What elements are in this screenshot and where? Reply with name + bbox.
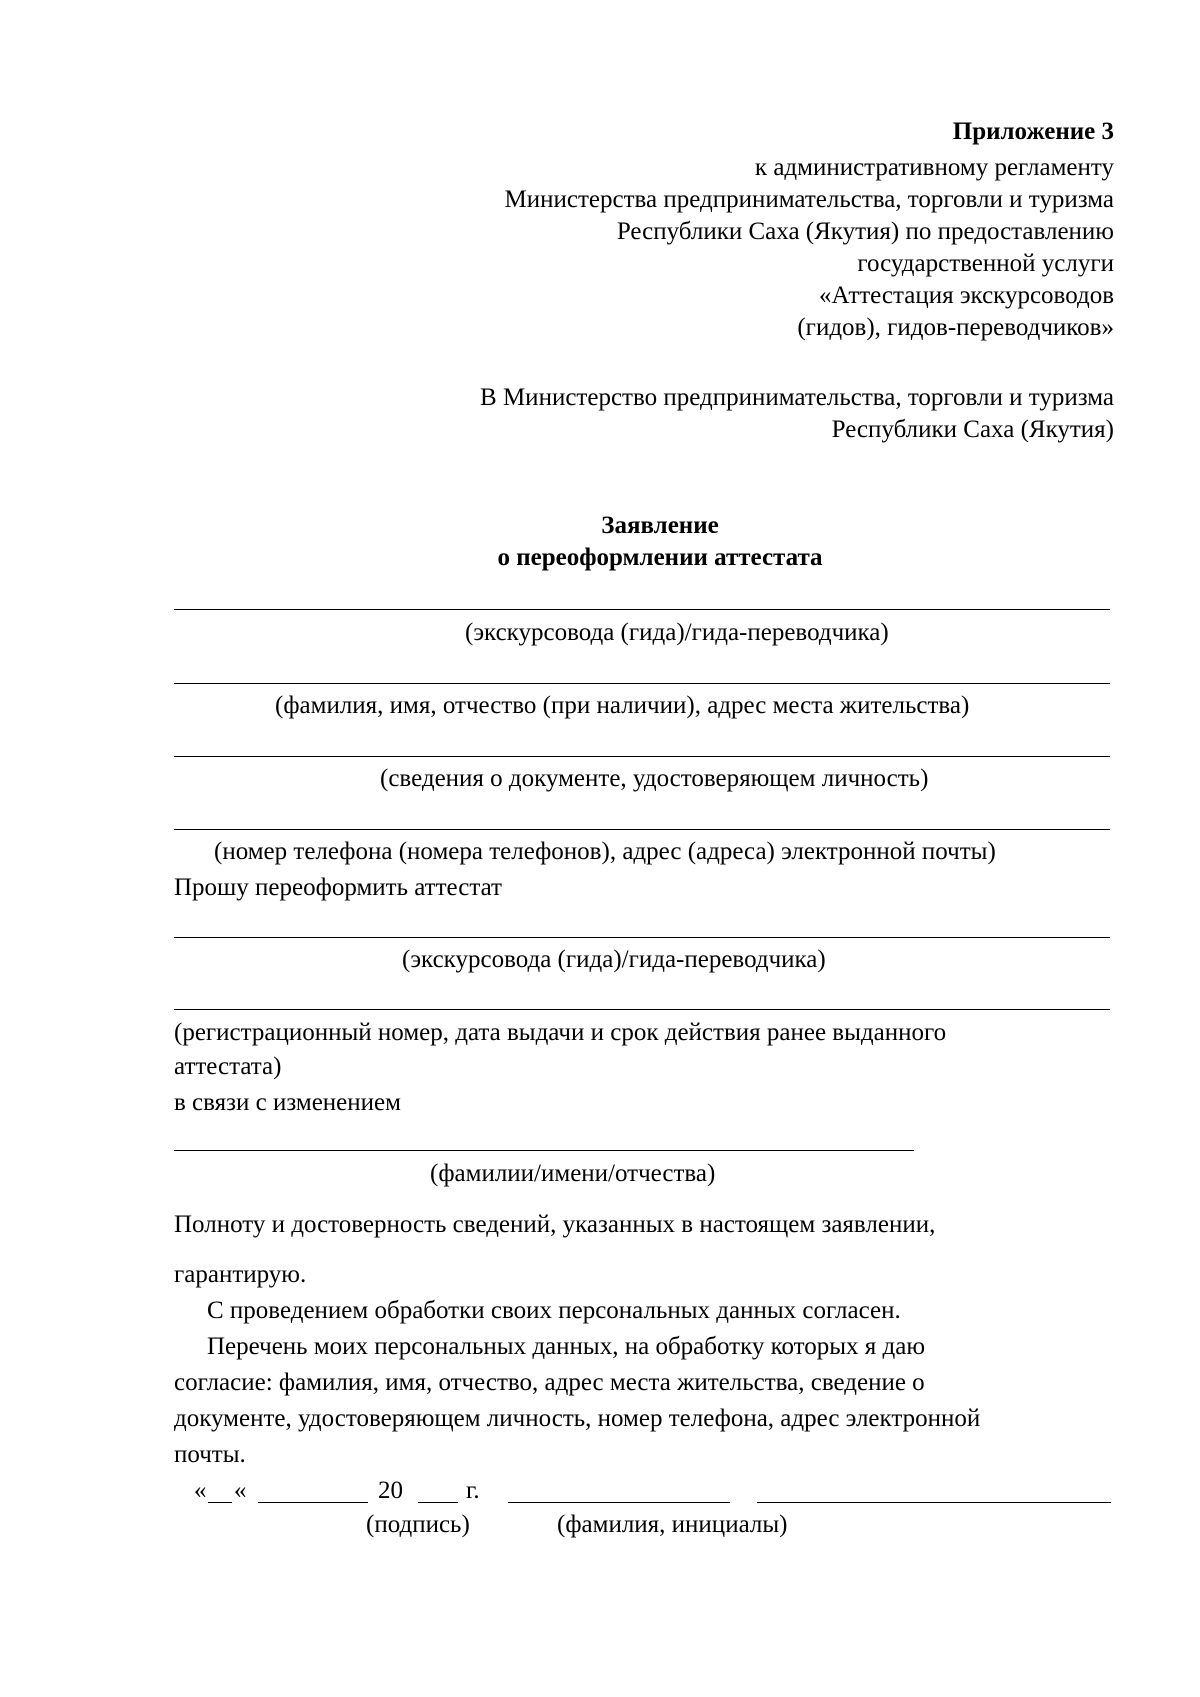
header-line-3: Республики Саха (Якутия) по предоставлению xyxy=(616,218,1114,245)
consent-statement: С проведением обработки своих персональных данных согласен. xyxy=(207,1297,901,1324)
caption-certificate-cont: аттестата) xyxy=(174,1053,282,1080)
caption-signature: (подпись) xyxy=(366,1511,470,1538)
signature-field[interactable] xyxy=(508,1502,730,1503)
header-line-2: Министерства предпринимательства, торговли и туризма xyxy=(504,186,1114,213)
date-year-field[interactable] xyxy=(418,1502,458,1503)
field-role-2-line[interactable] xyxy=(174,937,1110,938)
full-name-field[interactable] xyxy=(757,1502,1111,1503)
header-line-1: к административному регламенту xyxy=(754,154,1114,181)
guarantee-line-2: гарантирую. xyxy=(174,1261,307,1288)
title-line-1: Заявление xyxy=(601,512,719,539)
caption-certificate: (регистрационный номер, дата выдачи и срок действия ранее выданного xyxy=(174,1019,947,1046)
date-open-quote: « xyxy=(194,1477,207,1504)
appendix-header xyxy=(354,116,1114,344)
field-contacts-line[interactable] xyxy=(174,829,1110,830)
date-close-quote: « xyxy=(234,1477,247,1504)
caption-full-name: (фамилия, инициалы) xyxy=(557,1511,788,1538)
date-day-field[interactable] xyxy=(208,1502,232,1503)
addressee-line-2: Республики Саха (Якутия) xyxy=(831,416,1114,443)
data-list-line-4: почты. xyxy=(174,1441,246,1468)
header-line-6: (гидов), гидов-переводчиков» xyxy=(797,314,1114,341)
caption-name-address: (фамилия, имя, отчество (при наличии), адрес места жительства) xyxy=(275,692,970,719)
caption-change: (фамилии/имени/отчества) xyxy=(430,1160,716,1187)
date-year-prefix: 20 xyxy=(378,1477,403,1504)
caption-role: (экскурсовода (гида)/гида-переводчика) xyxy=(465,619,889,646)
field-id-document-line[interactable] xyxy=(174,756,1110,757)
field-role-line[interactable] xyxy=(174,609,1110,610)
addressee-line-1: В Министерство предпринимательства, торговли и туризма xyxy=(480,384,1114,411)
field-certificate-line[interactable] xyxy=(174,1009,1110,1010)
caption-contacts: (номер телефона (номера телефонов), адрес (адреса) электронной почты) xyxy=(214,838,996,865)
appendix-title: Приложение 3 xyxy=(952,118,1114,145)
document-title xyxy=(0,510,1200,574)
field-change-line[interactable] xyxy=(174,1150,914,1151)
header-line-4: государственной услуги xyxy=(857,250,1114,277)
date-month-field[interactable] xyxy=(258,1502,368,1503)
data-list-line-2: согласие: фамилия, имя, отчество, адрес места жительства, сведение о xyxy=(174,1369,925,1396)
data-list-line-3: документе, удостоверяющем личность, номер телефона, адрес электронной xyxy=(174,1405,981,1432)
title-line-2: о переоформлении аттестата xyxy=(497,544,823,571)
guarantee-line-1: Полноту и достоверность сведений, указанных в настоящем заявлении, xyxy=(174,1211,936,1238)
data-list-line-1: Перечень моих персональных данных, на обработку которых я дaю xyxy=(207,1333,926,1360)
date-year-suffix: г. xyxy=(466,1477,480,1504)
field-name-address-line[interactable] xyxy=(174,683,1110,684)
change-text: в связи с изменением xyxy=(174,1089,401,1116)
caption-role-2: (экскурсовода (гида)/гида-переводчика) xyxy=(402,946,826,973)
request-text: Прошу переоформить аттестат xyxy=(174,874,502,901)
addressee-block xyxy=(354,382,1114,446)
header-line-5: «Аттестация экскурсоводов xyxy=(819,282,1114,309)
caption-id-document: (сведения о документе, удостоверяющем личность) xyxy=(380,765,929,792)
